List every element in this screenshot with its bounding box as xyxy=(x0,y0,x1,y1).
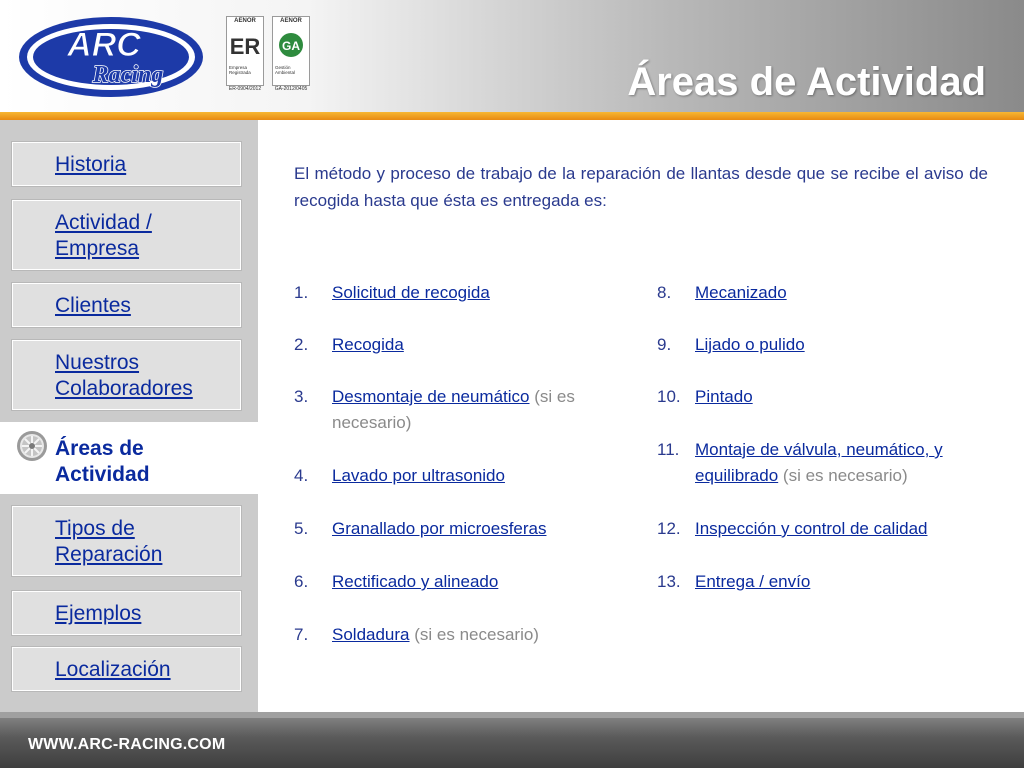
sidebar-nav xyxy=(0,120,258,712)
sidebar-item-label: Áreas de xyxy=(55,437,144,460)
step-link[interactable]: Entrega / envío xyxy=(695,572,811,591)
sidebar-item-label[interactable]: Localización xyxy=(55,658,171,681)
step-number: 8. xyxy=(657,283,672,302)
ga-mark-text: GA xyxy=(282,39,300,53)
step-link[interactable]: Recogida xyxy=(332,335,404,354)
step-link[interactable]: Soldadura xyxy=(332,625,410,644)
step-number: 12. xyxy=(657,519,681,538)
step-link[interactable]: Rectificado y alineado xyxy=(332,572,499,591)
cert-brand: AENOR xyxy=(234,18,256,24)
step-link[interactable]: Desmontaje de neumático xyxy=(332,387,530,406)
cert-code: ER-0904/2012 xyxy=(228,86,262,92)
arc-racing-logo[interactable] xyxy=(16,14,206,100)
intro-text: El método y proceso de trabajo de la reparación de llantas desde que se recibe el aviso de recogida hasta que ésta es entregada es: xyxy=(294,164,988,210)
step-number: 11. xyxy=(657,440,680,459)
sidebar-item-areas-actividad[interactable] xyxy=(0,422,258,494)
step-number: 6. xyxy=(294,572,309,591)
logo-line1: ARC xyxy=(67,26,141,64)
footer xyxy=(0,712,1024,768)
page-title: Áreas de Actividad xyxy=(627,60,986,104)
sidebar-item-label[interactable]: Historia xyxy=(55,153,127,176)
step-number: 5. xyxy=(294,519,309,538)
step-number: 7. xyxy=(294,625,309,644)
footer-website-link[interactable]: WWW.ARC-RACING.COM xyxy=(28,736,226,753)
sidebar-item-label[interactable]: Colaboradores xyxy=(55,377,193,400)
step-link[interactable]: Granallado por microesferas xyxy=(332,519,547,538)
er-mark-icon xyxy=(229,28,261,62)
footer-divider xyxy=(0,712,1024,718)
step-link[interactable]: Lijado o pulido xyxy=(695,335,805,354)
step-link[interactable]: Inspección y control de calidad xyxy=(695,519,928,538)
sidebar-item-label[interactable]: Actividad / xyxy=(55,211,152,234)
cert-name: Empresa Registrada xyxy=(229,65,251,75)
step-number: 3. xyxy=(294,387,309,406)
sidebar-item-historia[interactable] xyxy=(12,142,241,186)
header xyxy=(0,0,1024,112)
step-note: (si es necesario) xyxy=(414,625,539,644)
step-note: (si es necesario) xyxy=(782,466,908,485)
step-number: 10. xyxy=(657,387,681,406)
er-mark-text: ER xyxy=(229,34,261,59)
sidebar-item-colaboradores[interactable] xyxy=(12,340,241,410)
cert-brand: AENOR xyxy=(280,18,302,24)
sidebar-item-label[interactable]: Ejemplos xyxy=(55,602,142,625)
step-number: 9. xyxy=(657,335,672,354)
cert-code: GA-2012/0405 xyxy=(274,86,308,92)
step-number: 4. xyxy=(294,466,309,485)
step-note: (si es necesario) xyxy=(332,387,575,432)
ga-mark-icon xyxy=(278,28,304,62)
sidebar-item-label[interactable]: Clientes xyxy=(55,294,131,317)
logo-line2: Racing xyxy=(92,62,164,88)
accent-bar xyxy=(0,112,1024,120)
sidebar-item-tipos-reparacion[interactable] xyxy=(12,506,241,576)
sidebar-item-label[interactable]: Empresa xyxy=(55,237,140,260)
sidebar-item-ejemplos[interactable] xyxy=(12,591,241,635)
step-number: 13. xyxy=(657,572,681,591)
step-number: 2. xyxy=(294,335,309,354)
step-link[interactable]: Solicitud de recogida xyxy=(332,283,490,302)
step-link[interactable]: Pintado xyxy=(695,387,753,406)
cert-name: Gestión Ambiental xyxy=(275,65,296,75)
step-link[interactable]: Montaje de válvula, neumático, y equilibrado xyxy=(695,440,943,485)
sidebar-item-actividad-empresa[interactable] xyxy=(12,200,241,270)
sidebar-item-localizacion[interactable] xyxy=(12,647,241,691)
sidebar-item-label[interactable]: Tipos de xyxy=(55,517,135,540)
aenor-er-cert xyxy=(226,16,264,94)
step-link[interactable]: Lavado por ultrasonido xyxy=(332,466,505,485)
sidebar-item-label[interactable]: Reparación xyxy=(55,543,163,566)
step-number: 1. xyxy=(294,283,309,302)
sidebar-item-clientes[interactable] xyxy=(12,283,241,327)
sidebar-item-label: Actividad xyxy=(55,463,150,486)
wheel-icon xyxy=(16,430,48,462)
aenor-ga-cert xyxy=(272,16,310,94)
step-link[interactable]: Mecanizado xyxy=(695,283,787,302)
sidebar-item-label[interactable]: Nuestros xyxy=(55,351,140,374)
